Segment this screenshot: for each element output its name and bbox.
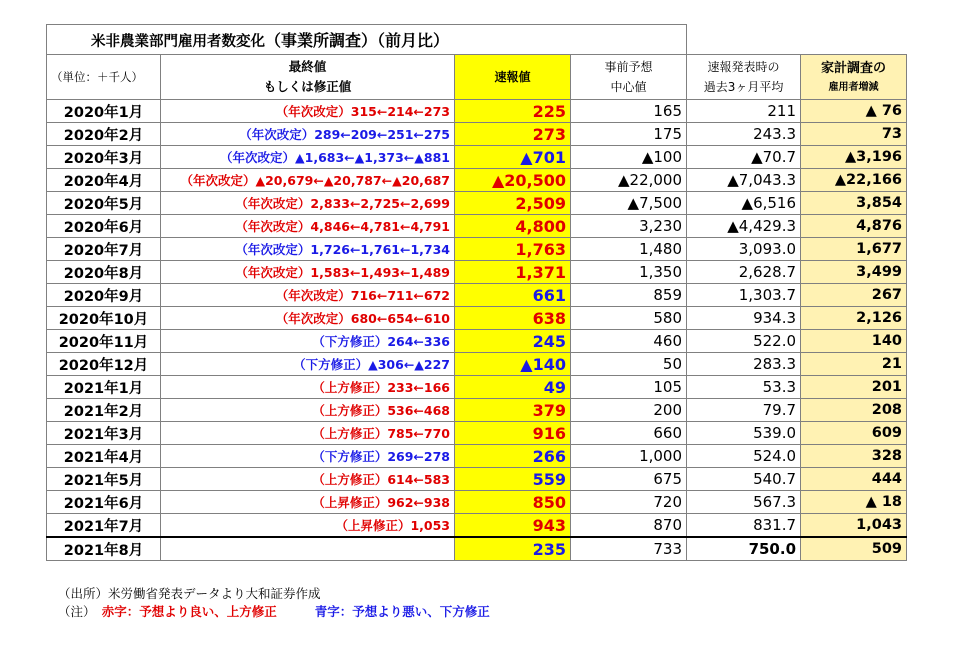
consensus-cell: 105 bbox=[571, 376, 687, 399]
three-month-avg-cell: ▲7,043.3 bbox=[687, 169, 801, 192]
consensus-cell: 165 bbox=[571, 100, 687, 123]
table-row bbox=[47, 422, 907, 445]
three-month-avg-cell: 53.3 bbox=[687, 376, 801, 399]
revision-cell: （年次改定）680←654←610 bbox=[161, 307, 455, 330]
revision-cell: （年次改定）4,846←4,781←4,791 bbox=[161, 215, 455, 238]
header-final bbox=[161, 55, 455, 100]
month-cell: 2021年5月 bbox=[47, 468, 161, 491]
table-row bbox=[47, 514, 907, 538]
month-cell: 2021年3月 bbox=[47, 422, 161, 445]
household-survey-cell: ▲22,166 bbox=[801, 169, 907, 192]
revision-cell: （年次改定）▲20,679←▲20,787←▲20,687 bbox=[161, 169, 455, 192]
consensus-cell: 720 bbox=[571, 491, 687, 514]
month-cell: 2021年8月 bbox=[47, 537, 161, 561]
header-consensus-line1: 事前予想 bbox=[604, 60, 653, 74]
header-flash: 速報値 bbox=[455, 55, 571, 100]
header-consensus bbox=[571, 55, 687, 100]
table-row bbox=[47, 307, 907, 330]
header-consensus-line2: 中心値 bbox=[610, 80, 647, 94]
consensus-cell: 1,480 bbox=[571, 238, 687, 261]
red-text-legend: 赤字：予想より良い、上方修正 bbox=[101, 604, 277, 619]
header-household-line2: 雇用者増減 bbox=[828, 82, 879, 93]
revision-cell: （上方修正）785←770 bbox=[161, 422, 455, 445]
month-cell: 2021年4月 bbox=[47, 445, 161, 468]
month-cell: 2021年1月 bbox=[47, 376, 161, 399]
jobs-table-container bbox=[46, 24, 907, 561]
flash-value-cell: 225 bbox=[455, 100, 571, 123]
header-avg-line1: 速報発表時の bbox=[707, 60, 780, 74]
month-cell: 2020年12月 bbox=[47, 353, 161, 376]
household-survey-cell: 1,043 bbox=[801, 514, 907, 538]
revision-cell: （上方修正）233←166 bbox=[161, 376, 455, 399]
table-body bbox=[47, 100, 907, 561]
household-survey-cell: 73 bbox=[801, 123, 907, 146]
legend-note bbox=[58, 603, 490, 621]
three-month-avg-cell: 3,093.0 bbox=[687, 238, 801, 261]
revision-cell: （下方修正）269←278 bbox=[161, 445, 455, 468]
household-survey-cell: 208 bbox=[801, 399, 907, 422]
consensus-cell: 660 bbox=[571, 422, 687, 445]
month-cell: 2020年7月 bbox=[47, 238, 161, 261]
table-row bbox=[47, 399, 907, 422]
household-survey-cell: 509 bbox=[801, 537, 907, 561]
header-final-line1: 最終値 bbox=[288, 59, 327, 74]
flash-value-cell: 2,509 bbox=[455, 192, 571, 215]
table-row bbox=[47, 330, 907, 353]
month-cell: 2021年6月 bbox=[47, 491, 161, 514]
three-month-avg-cell: 831.7 bbox=[687, 514, 801, 538]
table-row bbox=[47, 100, 907, 123]
three-month-avg-cell: 539.0 bbox=[687, 422, 801, 445]
month-cell: 2020年11月 bbox=[47, 330, 161, 353]
header-avg-line2: 過去3ヶ月平均 bbox=[703, 80, 784, 94]
flash-value-cell: ▲140 bbox=[455, 353, 571, 376]
flash-value-cell: 49 bbox=[455, 376, 571, 399]
table-row bbox=[47, 537, 907, 561]
revision-cell: （上昇修正）1,053 bbox=[161, 514, 455, 538]
revision-cell bbox=[161, 537, 455, 561]
household-survey-cell: 3,499 bbox=[801, 261, 907, 284]
header-household bbox=[801, 55, 907, 100]
month-cell: 2020年4月 bbox=[47, 169, 161, 192]
header-household-line1: 家計調査の bbox=[821, 61, 887, 76]
three-month-avg-cell: ▲6,516 bbox=[687, 192, 801, 215]
revision-cell: （上方修正）614←583 bbox=[161, 468, 455, 491]
source-note: （出所）米労働省発表データより大和証券作成 bbox=[58, 586, 321, 601]
household-survey-cell: 2,126 bbox=[801, 307, 907, 330]
revision-cell: （年次改定）1,726←1,761←1,734 bbox=[161, 238, 455, 261]
table-row bbox=[47, 445, 907, 468]
flash-value-cell: ▲701 bbox=[455, 146, 571, 169]
revision-cell: （年次改定）2,833←2,725←2,699 bbox=[161, 192, 455, 215]
flash-value-cell: 379 bbox=[455, 399, 571, 422]
note-label: （注） bbox=[58, 604, 90, 619]
month-cell: 2020年1月 bbox=[47, 100, 161, 123]
flash-value-cell: 245 bbox=[455, 330, 571, 353]
household-survey-cell: ▲3,196 bbox=[801, 146, 907, 169]
consensus-cell: 733 bbox=[571, 537, 687, 561]
three-month-avg-cell: 540.7 bbox=[687, 468, 801, 491]
household-survey-cell: 1,677 bbox=[801, 238, 907, 261]
flash-value-cell: 850 bbox=[455, 491, 571, 514]
table-title bbox=[47, 25, 687, 55]
month-cell: 2020年8月 bbox=[47, 261, 161, 284]
table-row bbox=[47, 261, 907, 284]
title-sub: （事業所調査）（前月比） bbox=[265, 31, 450, 50]
month-cell: 2021年2月 bbox=[47, 399, 161, 422]
flash-value-cell: 661 bbox=[455, 284, 571, 307]
three-month-avg-cell: 2,628.7 bbox=[687, 261, 801, 284]
three-month-avg-cell: 1,303.7 bbox=[687, 284, 801, 307]
table-row bbox=[47, 284, 907, 307]
flash-value-cell: 266 bbox=[455, 445, 571, 468]
revision-cell: （年次改定）716←711←672 bbox=[161, 284, 455, 307]
header-avg bbox=[687, 55, 801, 100]
revision-cell: （年次改定）▲1,683←▲1,373←▲881 bbox=[161, 146, 455, 169]
flash-value-cell: 1,763 bbox=[455, 238, 571, 261]
month-cell: 2020年3月 bbox=[47, 146, 161, 169]
table-row bbox=[47, 376, 907, 399]
consensus-cell: 3,230 bbox=[571, 215, 687, 238]
table-row bbox=[47, 146, 907, 169]
household-survey-cell: ▲ 76 bbox=[801, 100, 907, 123]
consensus-cell: 1,000 bbox=[571, 445, 687, 468]
table-row bbox=[47, 169, 907, 192]
flash-value-cell: 273 bbox=[455, 123, 571, 146]
household-survey-cell: 328 bbox=[801, 445, 907, 468]
consensus-cell: 675 bbox=[571, 468, 687, 491]
month-cell: 2020年5月 bbox=[47, 192, 161, 215]
consensus-cell: 200 bbox=[571, 399, 687, 422]
three-month-avg-cell: 243.3 bbox=[687, 123, 801, 146]
consensus-cell: ▲7,500 bbox=[571, 192, 687, 215]
household-survey-cell: 201 bbox=[801, 376, 907, 399]
household-survey-cell: 4,876 bbox=[801, 215, 907, 238]
flash-value-cell: 4,800 bbox=[455, 215, 571, 238]
three-month-avg-cell: 283.3 bbox=[687, 353, 801, 376]
household-survey-cell: 444 bbox=[801, 468, 907, 491]
header-final-line2: もしくは修正値 bbox=[263, 79, 352, 94]
three-month-avg-cell: 750.0 bbox=[687, 537, 801, 561]
title-spacer bbox=[687, 25, 907, 55]
household-survey-cell: 3,854 bbox=[801, 192, 907, 215]
month-cell: 2020年6月 bbox=[47, 215, 161, 238]
consensus-cell: ▲100 bbox=[571, 146, 687, 169]
month-cell: 2020年9月 bbox=[47, 284, 161, 307]
consensus-cell: 460 bbox=[571, 330, 687, 353]
three-month-avg-cell: 567.3 bbox=[687, 491, 801, 514]
household-survey-cell: 267 bbox=[801, 284, 907, 307]
consensus-cell: 859 bbox=[571, 284, 687, 307]
revision-cell: （下方修正）▲306←▲227 bbox=[161, 353, 455, 376]
flash-value-cell: ▲20,500 bbox=[455, 169, 571, 192]
flash-value-cell: 559 bbox=[455, 468, 571, 491]
three-month-avg-cell: 211 bbox=[687, 100, 801, 123]
household-survey-cell: 140 bbox=[801, 330, 907, 353]
table-row bbox=[47, 123, 907, 146]
three-month-avg-cell: ▲70.7 bbox=[687, 146, 801, 169]
month-cell: 2020年2月 bbox=[47, 123, 161, 146]
consensus-cell: 870 bbox=[571, 514, 687, 538]
consensus-cell: 50 bbox=[571, 353, 687, 376]
consensus-cell: ▲22,000 bbox=[571, 169, 687, 192]
revision-cell: （上方修正）536←468 bbox=[161, 399, 455, 422]
revision-cell: （年次改定）1,583←1,493←1,489 bbox=[161, 261, 455, 284]
flash-value-cell: 638 bbox=[455, 307, 571, 330]
revision-cell: （上昇修正）962←938 bbox=[161, 491, 455, 514]
nonfarm-payrolls-table bbox=[46, 24, 907, 561]
three-month-avg-cell: 934.3 bbox=[687, 307, 801, 330]
table-row bbox=[47, 238, 907, 261]
three-month-avg-cell: 79.7 bbox=[687, 399, 801, 422]
table-row bbox=[47, 353, 907, 376]
table-row bbox=[47, 192, 907, 215]
month-cell: 2020年10月 bbox=[47, 307, 161, 330]
header-unit: （単位：＋千人） bbox=[47, 55, 161, 100]
table-row bbox=[47, 215, 907, 238]
blue-text-legend: 青字：予想より悪い、下方修正 bbox=[314, 604, 490, 619]
three-month-avg-cell: 524.0 bbox=[687, 445, 801, 468]
revision-cell: （下方修正）264←336 bbox=[161, 330, 455, 353]
table-row bbox=[47, 491, 907, 514]
consensus-cell: 580 bbox=[571, 307, 687, 330]
flash-value-cell: 916 bbox=[455, 422, 571, 445]
consensus-cell: 1,350 bbox=[571, 261, 687, 284]
table-row bbox=[47, 468, 907, 491]
revision-cell: （年次改定）315←214←273 bbox=[161, 100, 455, 123]
consensus-cell: 175 bbox=[571, 123, 687, 146]
footnotes bbox=[58, 585, 490, 621]
revision-cell: （年次改定）289←209←251←275 bbox=[161, 123, 455, 146]
month-cell: 2021年7月 bbox=[47, 514, 161, 538]
flash-value-cell: 943 bbox=[455, 514, 571, 538]
three-month-avg-cell: ▲4,429.3 bbox=[687, 215, 801, 238]
household-survey-cell: 609 bbox=[801, 422, 907, 445]
three-month-avg-cell: 522.0 bbox=[687, 330, 801, 353]
title-main: 米非農業部門雇用者数変化 bbox=[91, 34, 265, 50]
flash-value-cell: 1,371 bbox=[455, 261, 571, 284]
flash-value-cell: 235 bbox=[455, 537, 571, 561]
household-survey-cell: ▲ 18 bbox=[801, 491, 907, 514]
household-survey-cell: 21 bbox=[801, 353, 907, 376]
